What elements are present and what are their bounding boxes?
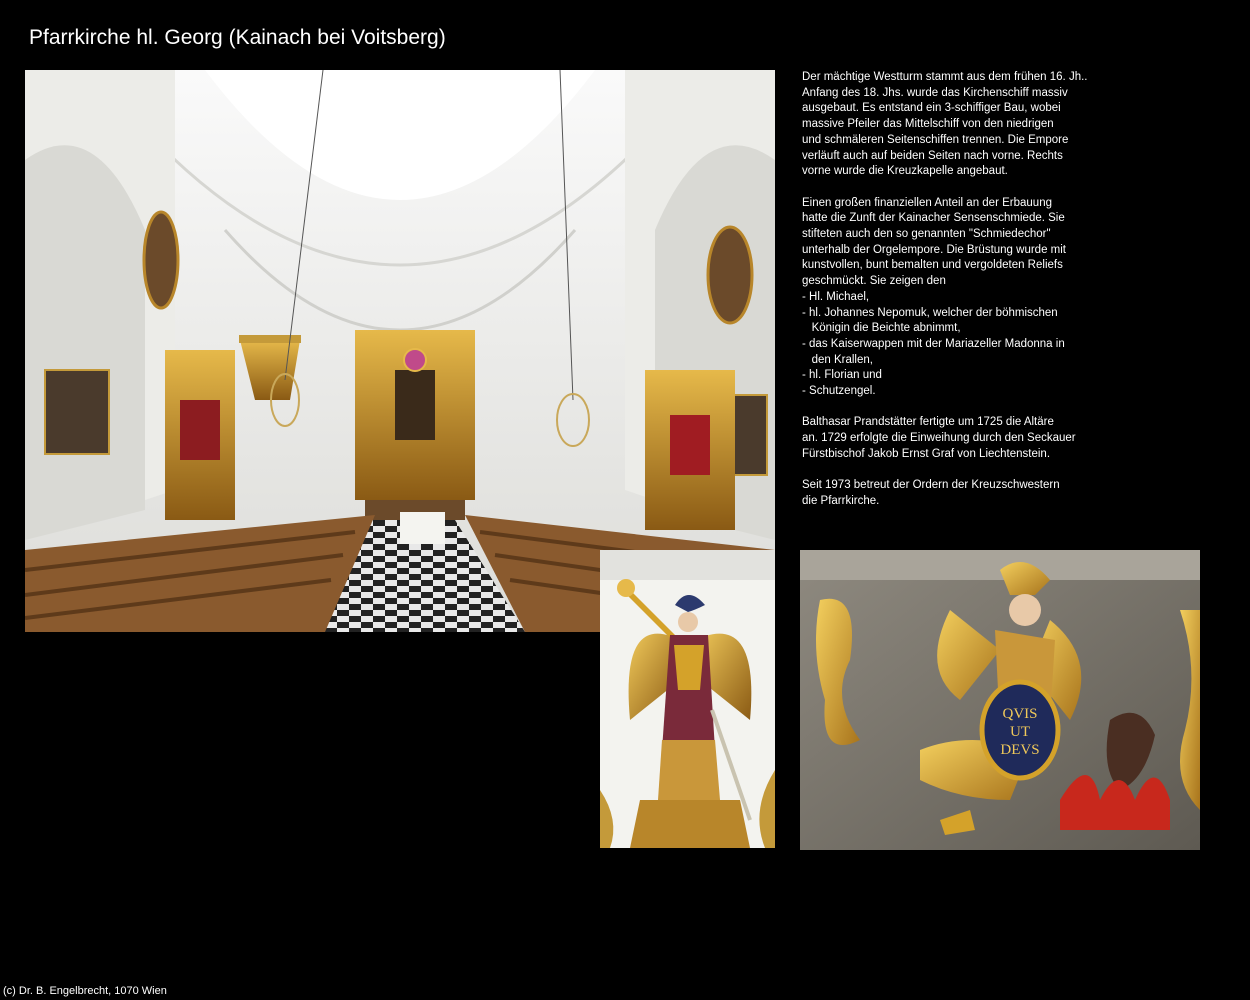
description-line: - hl. Florian und: [802, 369, 882, 382]
copyright-footer: (c) Dr. B. Engelbrecht, 1070 Wien: [3, 985, 167, 997]
church-description: [802, 70, 1132, 525]
description-line: ausgebaut. Es entstand ein 3-schiffiger Bau, wobei: [802, 102, 1061, 115]
description-paragraph: [802, 478, 1132, 509]
description-paragraph: [802, 196, 1132, 400]
church-interior-image: [25, 70, 775, 632]
description-line: Fürstbischof Jakob Ernst Graf von Liechtenstein.: [802, 447, 1051, 460]
description-line: die Pfarrkirche.: [802, 494, 880, 507]
page-title: Pfarrkirche hl. Georg (Kainach bei Voitsberg): [29, 26, 446, 49]
shield-inscription-line-2: UT: [1010, 724, 1030, 740]
michael-relief-photo[interactable]: [800, 550, 1200, 850]
description-paragraph: [802, 415, 1132, 462]
church-interior-photo[interactable]: [25, 70, 775, 632]
description-line: vorne wurde die Kreuzkapelle angebaut.: [802, 165, 1008, 178]
description-line: Seit 1973 betreut der Ordern der Kreuzschwestern: [802, 479, 1060, 492]
description-line: - Schutzengel.: [802, 385, 876, 398]
description-line: Anfang des 18. Jhs. wurde das Kirchenschiff massiv: [802, 86, 1068, 99]
description-line: und schmäleren Seitenschiffen trennen. Die Empore: [802, 133, 1069, 146]
description-line: an. 1729 erfolgte die Einweihung durch den Seckauer: [802, 432, 1076, 445]
description-line: unterhalb der Orgelempore. Die Brüstung wurde mit: [802, 243, 1066, 256]
description-line: verläuft auch auf beiden Seiten nach vorne. Rechts: [802, 149, 1063, 162]
description-line: Einen großen finanziellen Anteil an der Erbauung: [802, 196, 1052, 209]
description-paragraph: [802, 70, 1132, 180]
michael-relief-image: [800, 550, 1200, 850]
shield-inscription-line-1: QVIS: [1002, 706, 1038, 722]
shield-inscription-line-3: DEVS: [1000, 742, 1040, 758]
description-line: Der mächtige Westturm stammt aus dem frühen 16. Jh..: [802, 71, 1088, 83]
description-line: kunstvollen, bunt bemalten und vergoldeten Reliefs: [802, 259, 1063, 272]
description-line: Königin die Beichte abnimmt,: [802, 322, 961, 335]
description-line: - hl. Johannes Nepomuk, welcher der böhmischen: [802, 306, 1058, 319]
description-line: - das Kaiserwappen mit der Mariazeller Madonna in: [802, 337, 1065, 350]
description-line: geschmückt. Sie zeigen den: [802, 275, 946, 288]
description-line: hatte die Zunft der Kainacher Sensenschmiede. Sie: [802, 212, 1065, 225]
description-line: Balthasar Prandstätter fertigte um 1725 die Altäre: [802, 416, 1054, 429]
description-line: - Hl. Michael,: [802, 290, 870, 303]
description-line: den Krallen,: [802, 353, 873, 366]
description-line: stifteten auch den so genannten "Schmiedechor": [802, 228, 1051, 241]
description-line: massive Pfeiler das Mittelschiff von den niedrigen: [802, 118, 1054, 131]
archangel-statue-image: [600, 550, 775, 848]
archangel-statue-photo[interactable]: [600, 550, 775, 848]
